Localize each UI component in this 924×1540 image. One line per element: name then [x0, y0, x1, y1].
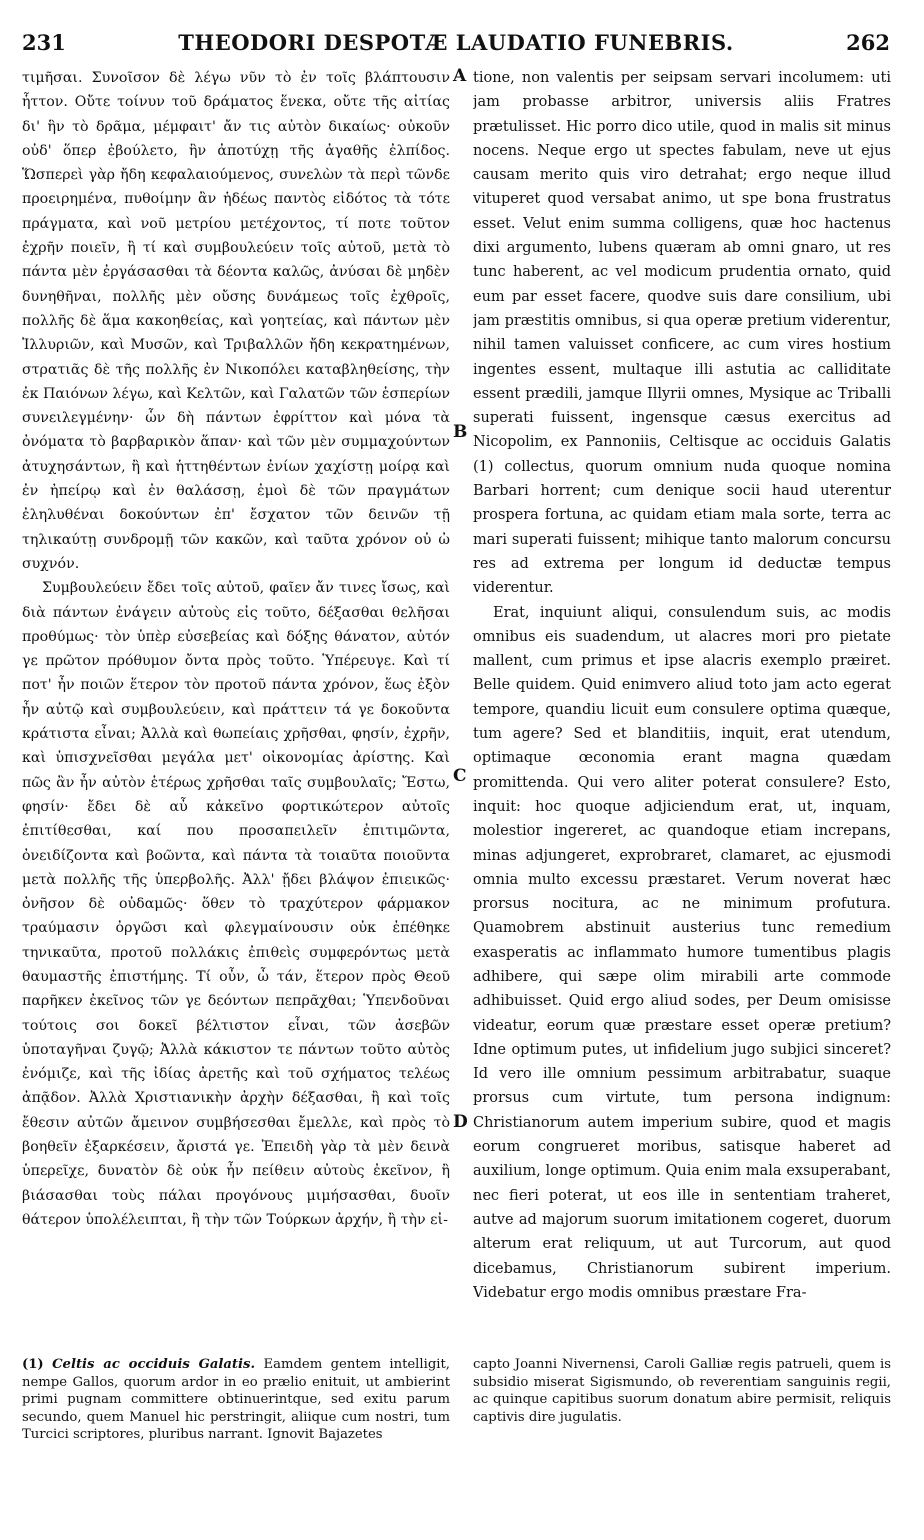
- footnote-left: [22, 1356, 450, 1486]
- footnote-number: (1): [22, 1357, 44, 1372]
- margin-letter-a: A: [453, 66, 467, 86]
- footnote-body-right: capto Joanni Nivernensi, Caroli Galliæ regis patrueli, quem is subsidio miserat Sigismundo, ob reverentiam sanguinis regii, ac quinque capitibus suorum donatum abire permisit, reliquis captivis dire jugulatis.: [473, 1357, 891, 1425]
- footnote-lemma: Celtis ac occiduis Galatis.: [52, 1357, 256, 1372]
- latin-paragraph-2: Erat, inquiunt aliqui, consulendum suis, ac modis omnibus eis suadendum, ut alacres mori pro pietate mallent, cum primus et ipse alacris exemplo præiret. Belle quidem. Quid enimvero aliud toto jam acto egerat tempore, quandiu licuit eum consulere optima quæque, tum agere? Sed et blanditiis, inquit, erat utendum, optimaque œconomia erant magna quædam promittenda. Qui vero aliter poterat consulere? Esto, inquit: hoc quoque adjiciendum erat, ut, inquam, molestior ingereret, ac quandoque etiam increpans, minas adjungeret, exprobraret, clamaret, ac ejusmodi omnia multo excessu præstaret. Verum noverat hæc prorsus nocitura, ac ne minimum profutura. Quamobrem abstinuit austerius tunc remedium exasperatis ac inflammato humore tumentibus plagis adhibere, qui sæpe olim mirabili arte commode adhibuisset. Quid ergo aliud sodes, per Deum omisisse videatur, eorum quæ præstare esset operæ pretium? Idne optimum putes, ut infidelium jugo subjici sinceret? Id vero ille omnium pessimum arbitrabatur, suaque prorsus cum virtute, tum persona indignum: Christianorum autem imperium subire, quod et magis eorum congrueret moribus, satisque haberet ad auxilium, longe optimum. Quia enim mala exsuperabant, nec fieri poterat, ut eos ille in sententiam traheret, autve ad majorum suorum imitationem cogeret, duorum alterum erat reliquum, ut aut Turcorum, aut quod dicebamus, Christianorum subirent imperium. Videbatur ergo modis omnibus præstare Fra-: [473, 604, 891, 1301]
- page-number-left: 231: [22, 30, 66, 55]
- running-title: THEODORI DESPOTÆ LAUDATIO FUNEBRIS.: [178, 30, 734, 55]
- footnote-text-left: [22, 1356, 450, 1444]
- latin-column: [473, 66, 891, 1338]
- greek-paragraph-1: τιμῆσαι. Συνοῖσον δὲ λέγω νῦν τὸ ἐν τοῖς βλάπτουσιν ἧττον. Οὔτε τοίνυν τοῦ δράματος ἕνεκα, οὔτε τῆς αἰτίας δι' ἣν τὸ δρᾶμα, μέμφαιτ' ἄν τις αὐτὸν δικαίως· οὐκοῦν οὐδ' ὅπερ ἐβούλετο, ἣν ἀποτύχῃ τῆς ἀγαθῆς ἐλπίδος. Ὥσπερεὶ γὰρ ἤδη κεφαλαιούμενος, συνελὼν τὰ περὶ τῶνδε προειρημένα, πυθοίμην ἂν ἡδέως παντὸς εἰδότος τὰ τότε πράγματα, καὶ νοῦ μετρίου μετέχοντος, τί ποτε τοῦτον ἐχρῆν ποιεῖν, ἢ τί καὶ συμβουλεύειν τοῖς αὐτοῦ, μετὰ τὸ πάντα μὲν ἐργάσασθαι τὰ δέοντα καλῶς, ἀνύσαι δὲ μηδὲν δυνηθῆναι, πολλῆς μὲν οὔσης δυνάμεως τοῖς ἐχθροῖς, πολλῆς δὲ ἅμα κακοηθείας, καὶ γοητείας, καὶ πάντων μὲν Ἰλλυριῶν, καὶ Μυσῶν, καὶ Τριβαλλῶν ἤδη κεκρατημένων, στρατιᾶς δὲ τῆς πολλῆς ἐν Νικοπόλει καταβληθείσης, τὴν ἐκ Παιόνων λέγω, καὶ Κελτῶν, καὶ Γαλατῶν τῶν ἑσπερίων συνειλεγμένην· ὧν δὴ πάντων ἐφρίττον καὶ μόνα τὰ ὀνόματα τὸ βαρβαρικὸν ἅπαν· καὶ τῶν μὲν συμμαχούντων ἀτυχησάντων, ἢ καὶ ἡττηθέντων ἐνίων χαχίστῃ μοίρᾳ καὶ ἐν ἠπείρῳ καὶ ἐν θαλάσσῃ, ἐμοὶ δὲ τῶν πραγμάτων ἐληλυθέναι δοκούντων ἐπ' ἔσχατον τῶν δεινῶν τῇ τηλικαύτῃ συνδρομῇ τῶν κακῶν, καὶ ταῦτα χρόνον οὐ ὠ συχνόν.: [22, 70, 450, 572]
- footnote-right: [473, 1356, 891, 1486]
- greek-column: [22, 66, 450, 1338]
- margin-letter-b: B: [453, 422, 468, 442]
- latin-paragraph-1: tione, non valentis per seipsam servari incolumem: uti jam probasse arbitror, universis aliis Fratres prætulisset. Hic porro dico utile, quod in malis sit minus nocens. Neque ergo ut spectes fabulam, neve ut ejus causam merito quis viro detrahat; ergo neque illud vituperet quod versabat animo, ut spe bona frustratus esset. Velut enim summa colligens, quæ hoc hactenus dixi argumento, lubens quæram ab omni gnaro, ut res tunc haberent, ac vel modicum prudentia ornato, quid eum par esset facere, quodve suis dare consilium, ubi jam præstitis omnibus, si qua operæ pretium viderentur, nihil tamen valuisset conficere, ac cum vires hostium ingentes essent, multaque illi astutia ac calliditate essent prædili, jamque Illyrii omnes, Mysique ac Triballi superati fuissent, ingensque cæsus exercitus ad Nicopolim, ex Pannoniis, Celtisque ac occiduis Galatis (1) collectus, quorum omnium nuda quoque nomina Barbari horrent; cum denique socii haud uterentur prospera fortuna, ac quidam etiam mala sorte, terra ac mari superati fuissent; mihique tanto malorum concursu res ad extrema per longum id deductæ tempus viderentur.: [473, 70, 891, 597]
- margin-letter-c: C: [453, 766, 467, 786]
- greek-paragraph-2: Συμβουλεύειν ἔδει τοῖς αὐτοῦ, φαῖεν ἄν τινες ἴσως, καὶ διὰ πάντων ἐνάγειν αὐτοὺς εἰς τοῦτο, δέξασθαι θελῆσαι προθύμως· τὸν ὑπὲρ εὐσεβείας καὶ δόξης θάνατον, αὐτόν γε πρῶτον πρόθυμον ὄντα πρὸς τοῦτο. Ὑπέρευγε. Καὶ τί ποτ' ἦν ποιῶν ἕτερον τὸν προτοῦ πάντα χρόνον, ἕως ἐξὸν ἦν αὐτῷ καὶ συμβουλεύειν, καὶ πράττειν τά γε δοκοῦντα κράτιστα εἶναι; Ἀλλὰ καὶ θωπείαις χρῆσθαι, φησίν, ἐχρῆν, καὶ ὑπισχνεῖσθαι μεγάλα μετ' οἰκονομίας ἀρίστης. Καὶ πῶς ἂν ἦν αὐτὸν ἑτέρως χρῆσθαι ταῖς συμβουλαῖς; Ἔστω, φησίν· ἔδει δὲ αὖ κἀκεῖνο φορτικώτερον αὐτοῖς ἐπιτίθεσθαι, καί που προσαπειλεῖν ἐπιτιμῶντα, ὀνειδίζοντα καὶ βοῶντα, καὶ πάντα τὰ τοιαῦτα ποιοῦντα μετὰ πολλῆς τῆς ὑπερβολῆς. Ἀλλ' ᾔδει βλάψον ἐπιεικῶς· ὀνῆσον δὲ οὐδαμῶς· ὅθεν τὸ τραχύτερον φάρμακον τραύμασιν ὀργῶσι καὶ φλεγμαίνουσιν οὐκ ἐπέθηκε τηνικαῦτα, προτοῦ πολλάκις ἐπιθεὶς συμφερόντως μετὰ θαυμαστῆς ἐπιστήμης. Τί οὖν, ὦ τάν, ἕτερον πρὸς Θεοῦ παρῆκεν ἐκεῖνος τῶν γε δεόντων πεπρᾶχθαι; Ὑπενδοῦναι τούτοις σοι δοκεῖ βέλτιστον εἶναι, τῶν ἀσεβῶν ὑποταγῆναι ζυγῷ; Ἀλλὰ κάκιστον τε πάντων τοῦτο αὐτὸς ἐνόμιζε, καὶ τῆς ἰδίας ἀρετῆς καὶ τοῦ σχήματος τελέως ἀπᾷδον. Ἀλλὰ Χριστιανικὴν ἀρχὴν δέξασθαι, ἢ καὶ τοῖς ἔθεσιν αὐτῶν ἄμεινον συμβήσεσθαι ἔμελλε, καὶ πρὸς τὸ βοηθεῖν ἐξαρκέσειν, ἄριστά γε. Ἐπειδὴ γὰρ τὰ μὲν δεινὰ ὑπερεῖχε, δυνατὸν δὲ οὐκ ἦν πείθειν αὐτοὺς ἐκεῖνον, ἢ βιάσασθαι τοὺς πάλαι προγόνους μιμήσασθαι, δυοῖν θάτερον ὑπολέλειπται, ἢ τὴν τῶν Τούρκων ἀρχήν, ἢ τὴν εἰ-: [22, 580, 450, 1228]
- margin-letter-d: D: [453, 1112, 468, 1132]
- footnote-body-left: Eamdem gentem intelligit, nempe Gallos, quorum ardor in eo prælio enituit, ut ambierint primi pugnam committere obtinuerintque, sed exitu parum secundo, quem Manuel hic perstringit, aliique cum nostri, tum Turcici scriptores, pluribus narrant. Ignovit Bajazetes: [22, 1357, 450, 1442]
- page-number-right: 262: [846, 30, 890, 55]
- running-header: [22, 30, 890, 64]
